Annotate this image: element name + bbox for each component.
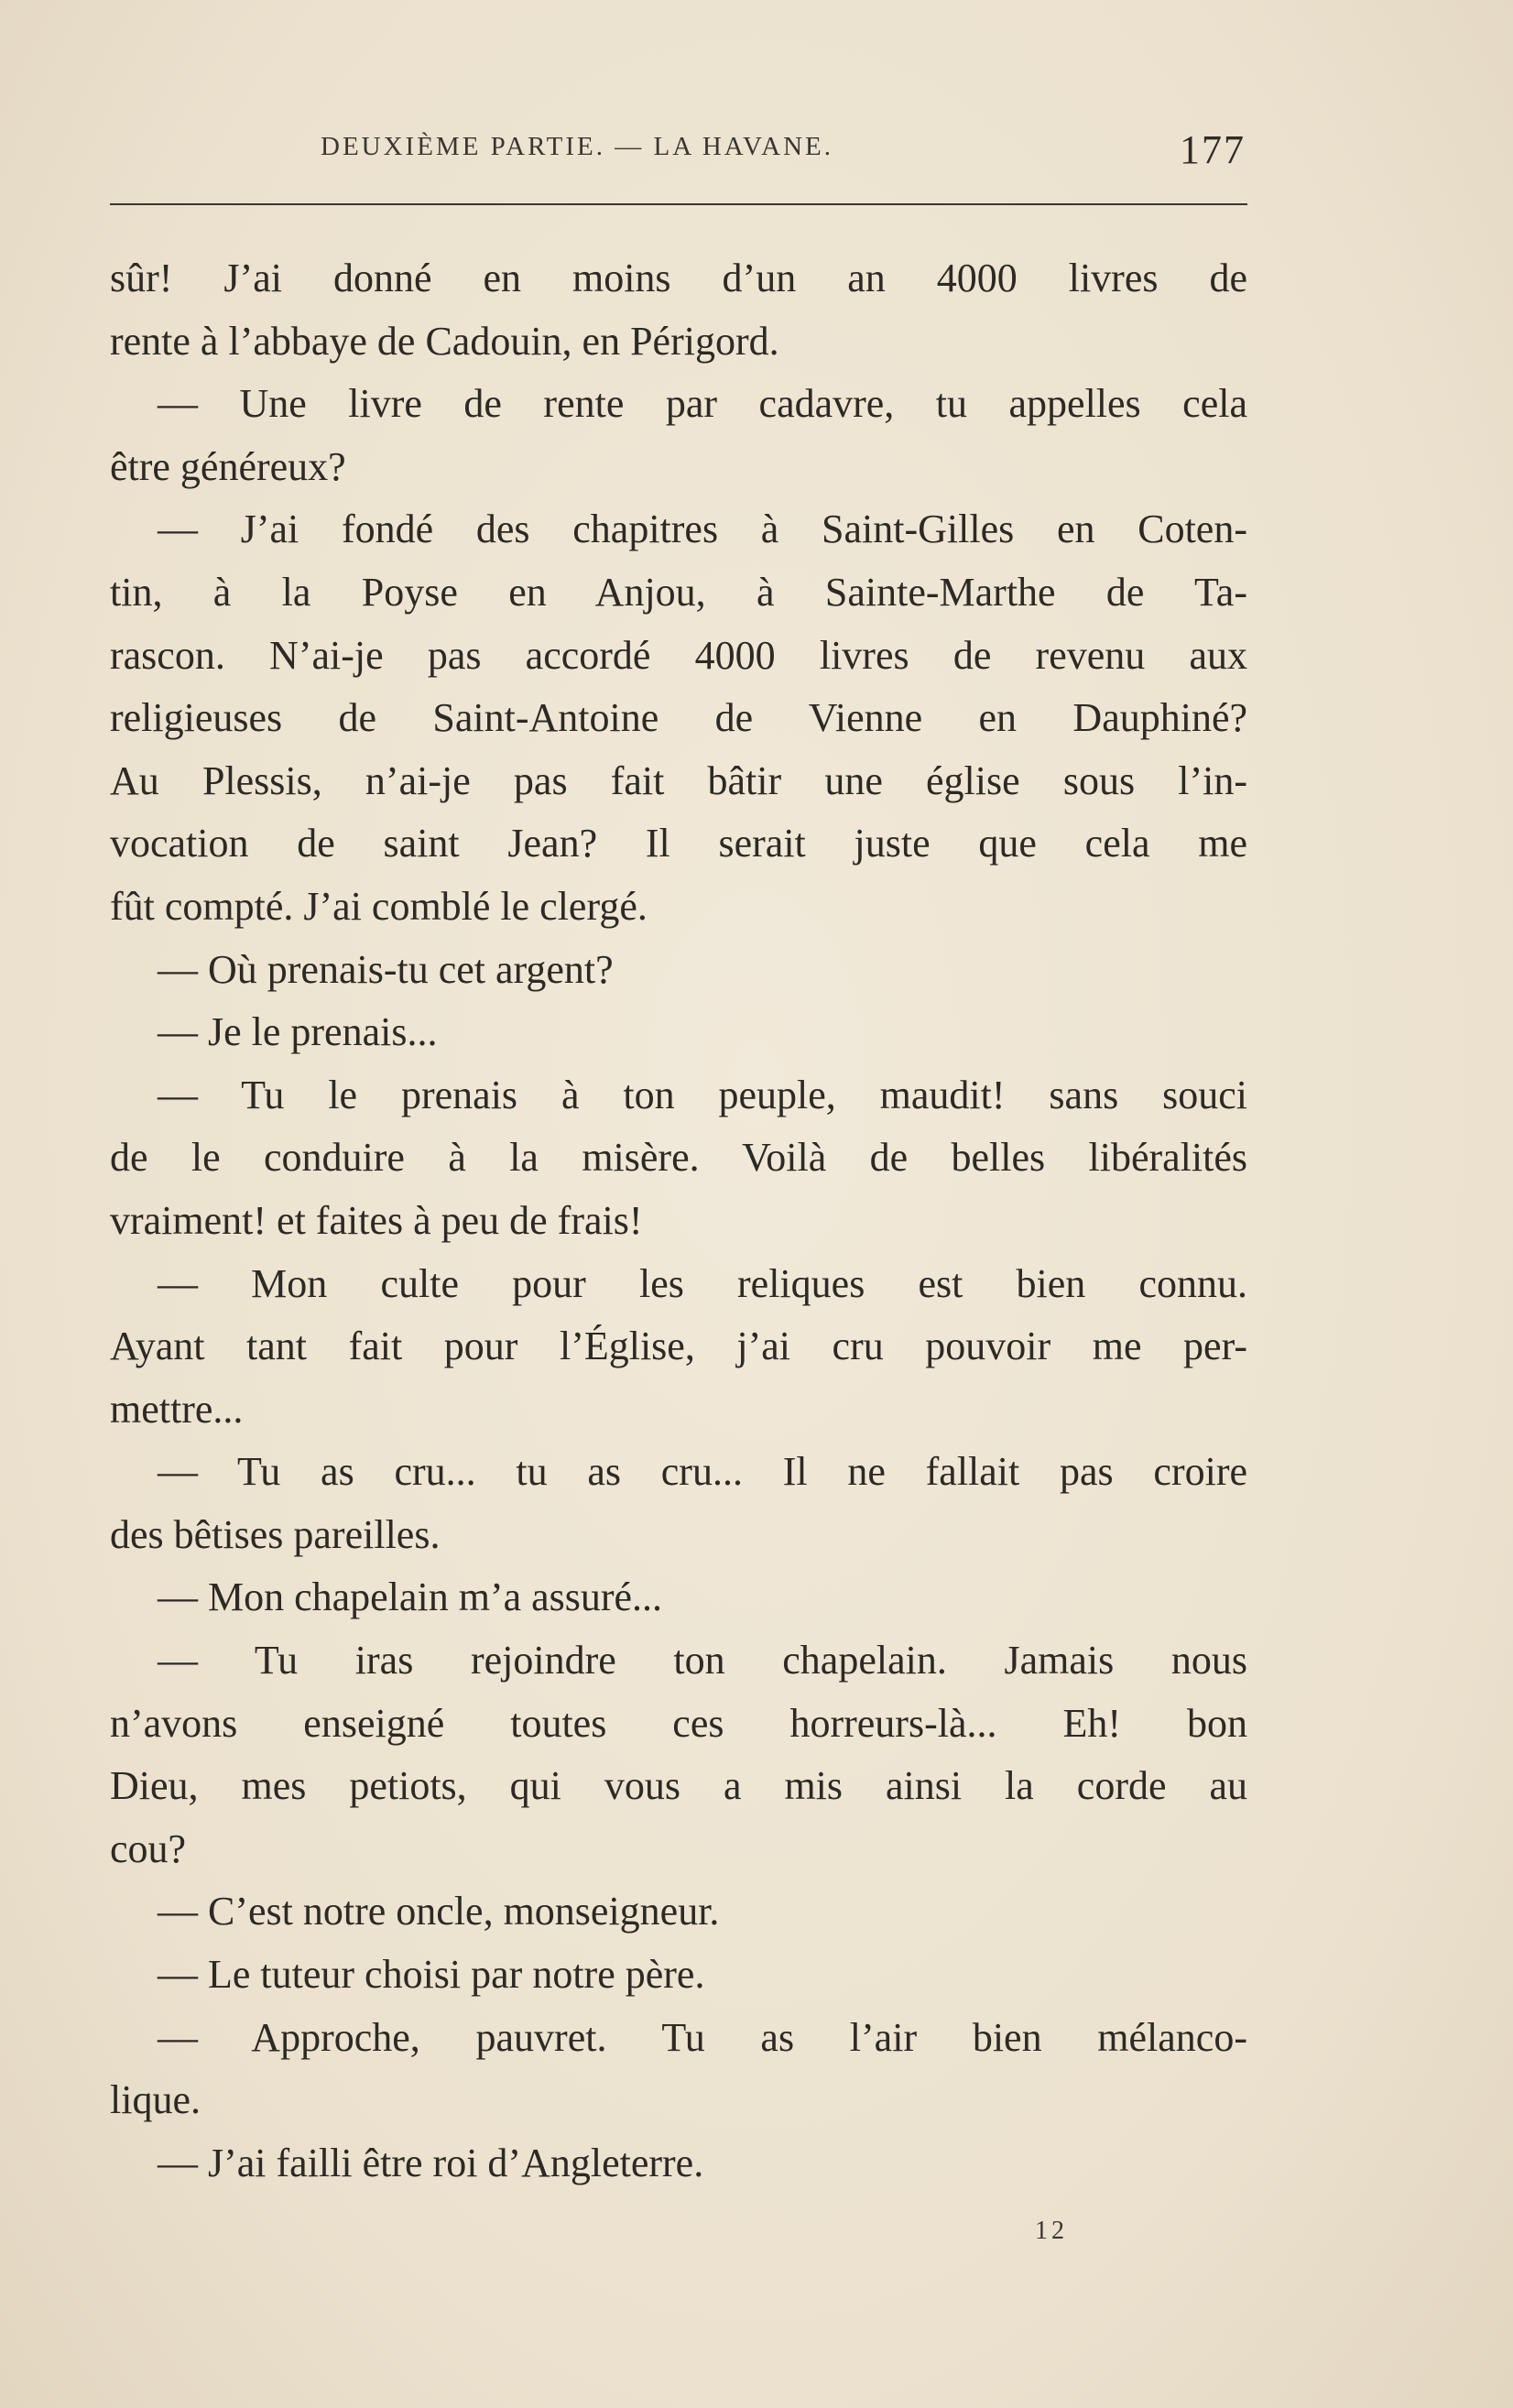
text-line: — Mon chapelain m’a assuré... [158, 1574, 663, 1620]
text-line: — Une livre de rente par cadavre, tu appelles cela [158, 381, 1247, 427]
text-line: — Tu le prenais à ton peuple, maudit! sans souci [158, 1072, 1247, 1117]
text-line: rente à l’abbaye de Cadouin, en Périgord. [110, 318, 779, 364]
running-head: DEUXIÈME PARTIE. — LA HAVANE. [321, 132, 834, 161]
text-line: mettre... [110, 1386, 244, 1432]
text-line: — Tu as cru... tu as cru... Il ne fallait pas croire [158, 1449, 1247, 1495]
text-line: lique. [110, 2077, 201, 2123]
text-line: — Approche, pauvret. Tu as l’air bien mélanco- [158, 2014, 1247, 2060]
page-header [110, 126, 1246, 181]
text-line: n’avons enseigné toutes ces horreurs-là... Eh! bon [110, 1700, 1247, 1746]
text-line: fût compté. J’ai comblé le clergé. [110, 883, 648, 929]
body-text [110, 247, 1247, 2195]
text-line: — C’est notre oncle, monseigneur. [158, 1889, 720, 1934]
text-line: religieuses de Saint-Antoine de Vienne en Dauphiné? [110, 695, 1247, 741]
text-line: vocation de saint Jean? Il serait juste que cela me [110, 821, 1247, 866]
text-line: de le conduire à la misère. Voilà de belles libéralités [110, 1135, 1247, 1181]
text-line: vraiment! et faites à peu de frais! [110, 1197, 643, 1243]
text-line: sûr! J’ai donné en moins d’un an 4000 livres de [110, 256, 1247, 300]
text-line: Au Plessis, n’ai-je pas fait bâtir une église sous l’in- [110, 757, 1247, 803]
text-line: — Je le prenais... [158, 1009, 438, 1055]
text-line: — J’ai failli être roi d’Angleterre. [158, 2140, 704, 2185]
text-line: être généreux? [110, 443, 346, 489]
signature-mark: 12 [1035, 2217, 1068, 2245]
text-line: — J’ai fondé des chapitres à Saint-Gilles en Coten- [158, 507, 1247, 552]
header-rule [110, 203, 1247, 205]
text-line: rascon. N’ai-je pas accordé 4000 livres de revenu aux [110, 632, 1247, 678]
text-line: — Mon culte pour les reliques est bien connu. [158, 1260, 1247, 1306]
text-line: Ayant tant fait pour l’Église, j’ai cru pouvoir me per- [110, 1324, 1247, 1369]
text-line: cou? [110, 1825, 187, 1871]
text-line: Dieu, mes petiots, qui vous a mis ainsi la corde au [110, 1763, 1247, 1809]
text-line: — Tu iras rejoindre ton chapelain. Jamais nous [158, 1638, 1247, 1683]
text-line: tin, à la Poyse en Anjou, à Sainte-Marthe de Ta- [110, 569, 1247, 615]
text-line: — Où prenais-tu cet argent? [158, 946, 614, 992]
text-line: — Le tuteur choisi par notre père. [158, 1952, 705, 1998]
text-line: des bêtises pareilles. [110, 1511, 441, 1557]
page-number: 177 [1180, 127, 1246, 172]
